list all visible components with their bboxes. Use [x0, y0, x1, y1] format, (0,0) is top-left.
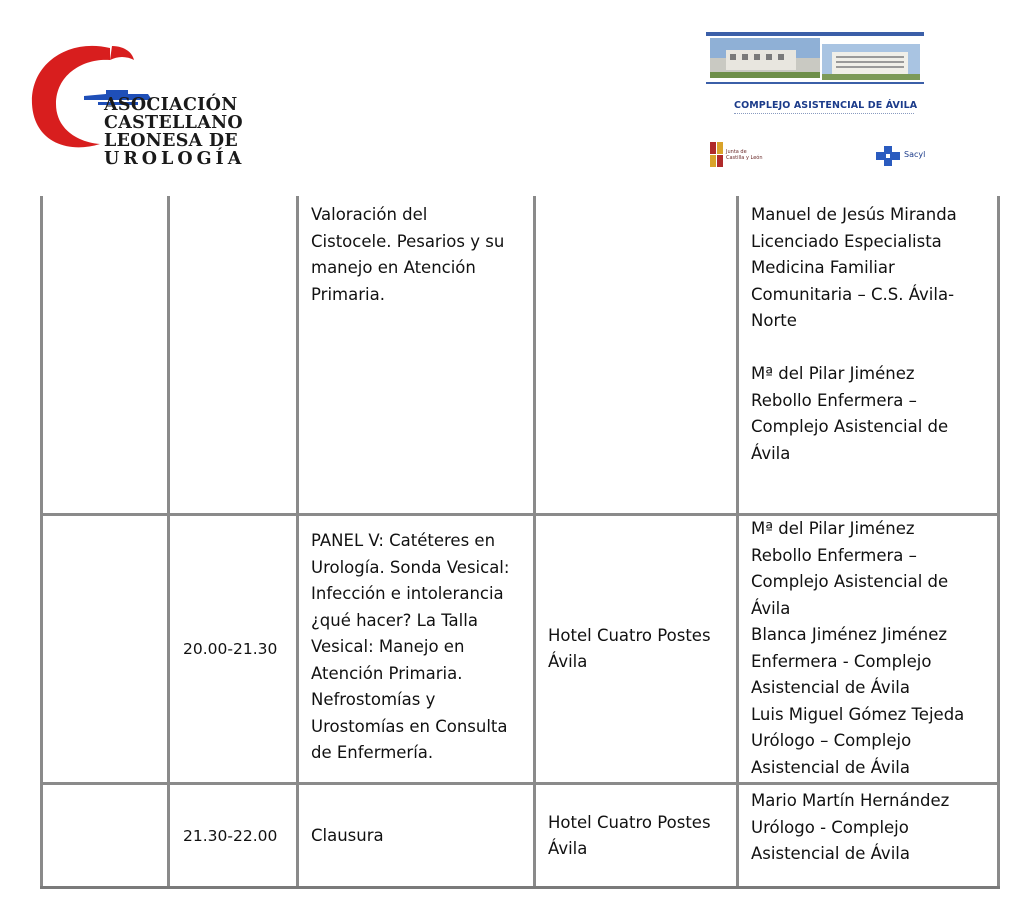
table-row-2-place-cell	[548, 516, 736, 782]
table-row-2-topic: PANEL V: Catéteres en Urología. Sonda Vesical: Infección e intolerancia ¿qué hacer? La Talla Vesical: Manejo en Atención Primaria. Nefrostomías y Urostomías en Consulta de Enfermería.	[311, 531, 510, 762]
table-row-3-place: Hotel Cuatro Postes Ávila	[548, 812, 711, 858]
junta-text: Junta de Castilla y León	[726, 149, 763, 161]
asociacion-line-2: CASTELLANO	[104, 113, 243, 133]
asociacion-line-3: LEONESA DE	[104, 131, 239, 151]
table-row-1-speakers: Manuel de Jesús Miranda Licenciado Especialista Medicina Familiar Comunitaria – C.S. Ávila- Norte Mª del Pilar Jiménez Rebollo Enfermera – Complejo Asistencial de Ávila	[751, 205, 957, 463]
table-row-3-topic-cell	[311, 785, 533, 887]
complejo-subtitle-rule	[734, 113, 914, 117]
agenda-table	[40, 196, 1000, 888]
table-row-2-time: 20.00-21.30	[183, 639, 278, 658]
junta-shield-icon	[710, 142, 724, 168]
hospital-photos	[706, 30, 924, 88]
junta-castilla-leon-logo	[710, 142, 770, 172]
asociacion-logo	[28, 34, 278, 184]
sacyl-text: Sacyl	[904, 150, 926, 159]
asociacion-line-1: ASOCIACIÓN	[104, 95, 238, 115]
asociacion-name	[104, 96, 245, 168]
asociacion-line-4: UROLOGÍA	[104, 149, 246, 169]
table-row-2-place: Hotel Cuatro Postes Ávila	[548, 625, 711, 671]
table-row-2-time-cell	[183, 516, 295, 782]
table-row-3-place-cell	[548, 785, 736, 887]
sacyl-cross-icon	[876, 146, 900, 166]
complejo-title: COMPLEJO ASISTENCIAL DE ÁVILA	[734, 100, 918, 111]
table-row-3-topic: Clausura	[311, 825, 384, 845]
table-row-1-topic: Valoración del Cistocele. Pesarios y su manejo en Atención Primaria.	[311, 205, 505, 304]
table-row-3-time-cell	[183, 785, 295, 887]
table-row-3-speakers: Mario Martín Hernández Urólogo - Complejo Asistencial de Ávila	[751, 791, 950, 863]
sacyl-logo	[876, 146, 936, 168]
table-row-3-time: 21.30-22.00	[183, 826, 278, 845]
complejo-asistencial-logo	[700, 28, 940, 178]
table-row-2-speakers: Mª del Pilar Jiménez Rebollo Enfermera – Complejo Asistencial de Ávila Blanca Jiménez Jiménez Enfermera - Complejo Asistencial de Ávila Luis Miguel Gómez Tejeda Urólogo – Complejo Asistencial de Ávila	[751, 519, 965, 777]
